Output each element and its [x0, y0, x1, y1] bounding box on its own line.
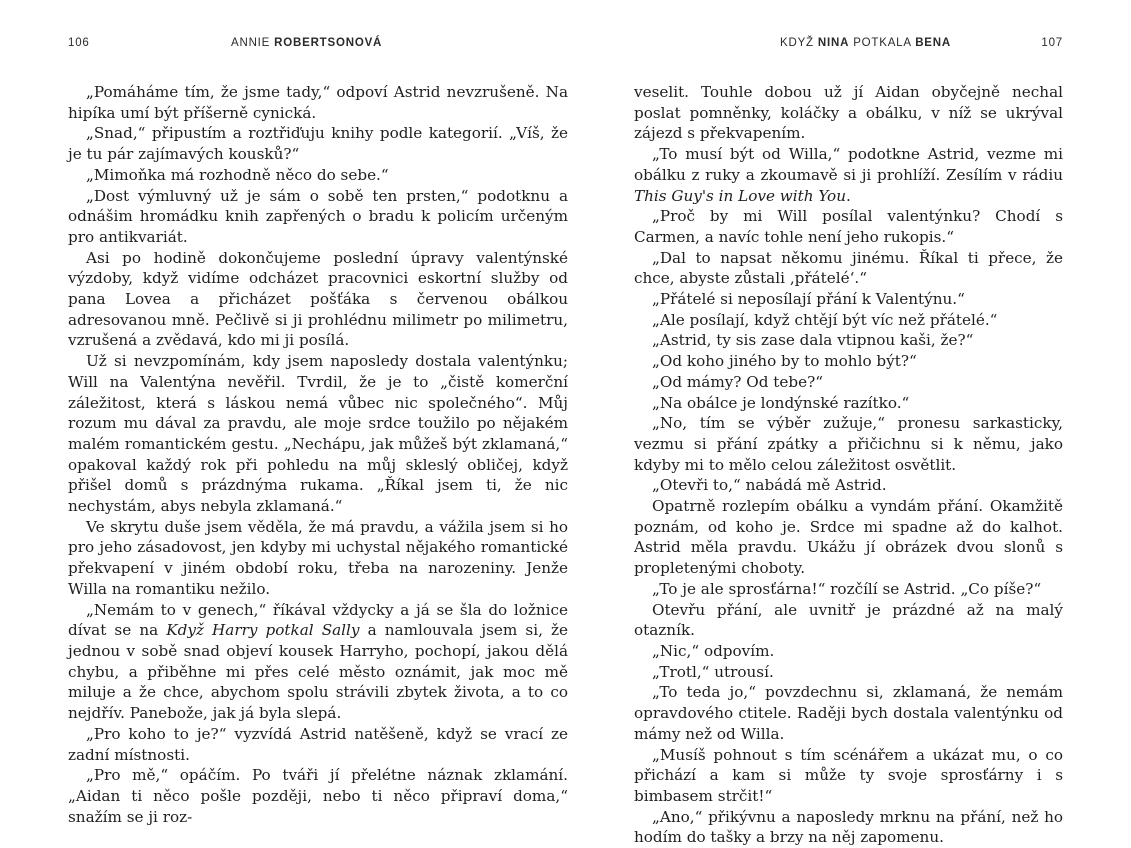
author-first-name: ANNIE — [231, 37, 271, 49]
paragraph: „Otevři to,“ nabádá mě Astrid. — [652, 476, 887, 495]
paragraph-text: a namlouvala jsem si, že jednou v sobě snad objeví kousek Harryho, pochopí, jakou dělá chybu, a přiběhne mi přes celé město oznámit, jak moc mě miluje a že chce, abychom spolu strávili zbytek života, a to co nejdřív. Panebože, jak já byla slepá. — [68, 621, 569, 723]
paragraph: „Musíš pohnout s tím scénářem a ukázat mu, o co přichází a kam si může ty svoje sprosťárny i s bimbasem strčit!“ — [634, 745, 1063, 805]
left-page-header — [68, 37, 568, 53]
movie-title: Když Harry potkal Sally — [166, 621, 360, 640]
paragraph: Už si nevzpomínám, kdy jsem naposledy dostala valentýnku; Will na Valentýna nevěřil. Tvrdil, že je to „čistě komerční záležitost, která s láskou nemá vůbec nic společného“. Můj rozum mu dával za pravdu, ale moje srdce toužilo po nějakém malém romantickém gestu. „Nechápu, jak můžeš být zklamaná,“ opakoval každý rok při pohledu na můj skleslý obličej, když přišel domů s prázdnýma rukama. „Říkal jsem ti, že nic nechystám, abys nebyla zklamaná.“ — [68, 352, 568, 516]
title-word-bold: BENA — [915, 37, 951, 49]
paragraph: „Trotl,“ utrousí. — [652, 662, 774, 681]
paragraph: „Dost výmluvný už je sám o sobě ten prsten,“ podotknu a odnášim hromádku knih zapřených o bradu k policím určeným pro antikvariát. — [68, 186, 568, 246]
paragraph: „Přátelé si neposílají přání k Valentýnu.“ — [652, 290, 965, 309]
paragraph: „Astrid, ty sis zase dala vtipnou kaši, že?“ — [652, 331, 974, 350]
paragraph: „Pro mě,“ opáčím. Po tváři jí přelétne náznak zklamání. „Aidan ti něco pošle později, nebo ti něco připraví doma,“ snažím se ji roz- — [68, 766, 568, 826]
paragraph: „Na obálce je londýnské razítko.“ — [652, 393, 910, 412]
right-page — [568, 0, 1063, 847]
paragraph-text: . — [845, 186, 851, 205]
paragraph: „To teda jo,“ povzdechnu si, zklamaná, že nemám opravdového ctitele. Raději bych dostala valentýnku od mámy než od Willa. — [634, 683, 1063, 743]
title-word-bold: NINA — [817, 37, 850, 49]
paragraph: „Proč by mi Will posílal valentýnku? Chodí s Carmen, a navíc tohle není jeho rukopis.“ — [634, 207, 1063, 246]
paragraph: „Mimoňka má rozhodně něco do sebe.“ — [86, 165, 389, 184]
left-page — [68, 0, 569, 826]
title-word: KDYŽ — [780, 37, 814, 49]
paragraph: „Dal to napsat někomu jinému. Říkal ti přece, že chce, abyste zůstali ‚přátelé‘.“ — [634, 248, 1063, 288]
paragraph: Ve skrytu duše jsem věděla, že má pravdu, a vážila jsem si ho pro jeho zásadovost, jen kdyby mi uchystal nějakého romantické překvapení v jiném období roku, třeba na narozeniny. Jenže Willa na romantiku nežilo. — [68, 517, 568, 598]
paragraph: „Pomáháme tím, že jsme tady,“ odpoví Astrid nevzrušeně. Na hipíka umí být příšerně cynická. — [68, 83, 568, 122]
paragraph: Otevřu přání, ale uvnitř je prázdné až na malý otazník. — [634, 600, 1063, 640]
paragraph: „Snad,“ připustím a roztřiďuju knihy podle kategorií. „Víš, že je tu pár zajímavých kousků?“ — [68, 124, 568, 164]
right-page-header — [568, 37, 1063, 53]
right-page-number: 107 — [1041, 37, 1063, 49]
paragraph: „Od mámy? Od tebe?“ — [652, 372, 823, 391]
left-running-head — [231, 37, 382, 49]
right-running-head — [780, 37, 951, 49]
paragraph-text: „Nemám to v genech,“ říkával vždycky a já se šla do ložnice dívat se na — [68, 600, 568, 640]
paragraph: „Ano,“ přikývnu a naposledy mrknu na přání, než ho hodím do tašky a brzy na něj zapomenu. — [634, 807, 1063, 847]
right-page-text — [634, 82, 1063, 848]
paragraph: „No, tím se výběr zužuje,“ pronesu sarkasticky, vezmu si přání zpátky a přičichnu si k němu, jako kdyby mi to mělo celou záležitost osvětlit. — [634, 414, 1063, 474]
paragraph: „Ale posílají, když chtějí být víc než přátelé.“ — [652, 310, 998, 329]
song-title: This Guy's in Love with You — [634, 186, 846, 205]
author-last-name: ROBERTSONOVÁ — [274, 37, 383, 49]
paragraph: Asi po hodině dokončujeme poslední úpravy valentýnské výzdoby, když vidíme odcházet pracovnici eskortní služby od pana Lovea a přicházet pošťáka s červenou obálkou adresovanou mně. Pečlivě si ji prohlédnu milimetr po milimetru, vzrušená a zvědavá, kdo mi ji posílá. — [68, 248, 568, 350]
left-page-number: 106 — [68, 37, 90, 49]
paragraph: veselit. Touhle dobou už jí Aidan obyčejně nechal poslat pomněnky, koláčky a obálku, v níž se ukrýval zájezd s překvapením. — [634, 83, 1063, 143]
paragraph: Opatrně rozlepím obálku a vyndám přání. Okamžitě poznám, od koho je. Srdce mi spadne až do kalhot. Astrid měla pravdu. Ukážu jí obrázek dvou slonů s propletenými choboty. — [634, 497, 1063, 578]
paragraph — [634, 144, 1063, 206]
left-page-text — [68, 82, 568, 827]
paragraph: „Od koho jiného by to mohlo být?“ — [652, 352, 917, 371]
title-word: POTKALA — [853, 37, 912, 49]
paragraph: „Nic,“ odpovím. — [652, 641, 775, 660]
paragraph: „To je ale sprosťárna!“ rozčílí se Astrid. „Co píše?“ — [652, 579, 1042, 598]
paragraph-text: „To musí být od Willa,“ podotkne Astrid, vezme mi obálku z ruky a zkoumavě si ji prohlíží. Zesílím v rádiu — [634, 145, 1063, 184]
paragraph: „Pro koho to je?“ vyzvídá Astrid natěšeně, když se vrací ze zadní místnosti. — [68, 724, 568, 764]
paragraph — [68, 600, 568, 724]
